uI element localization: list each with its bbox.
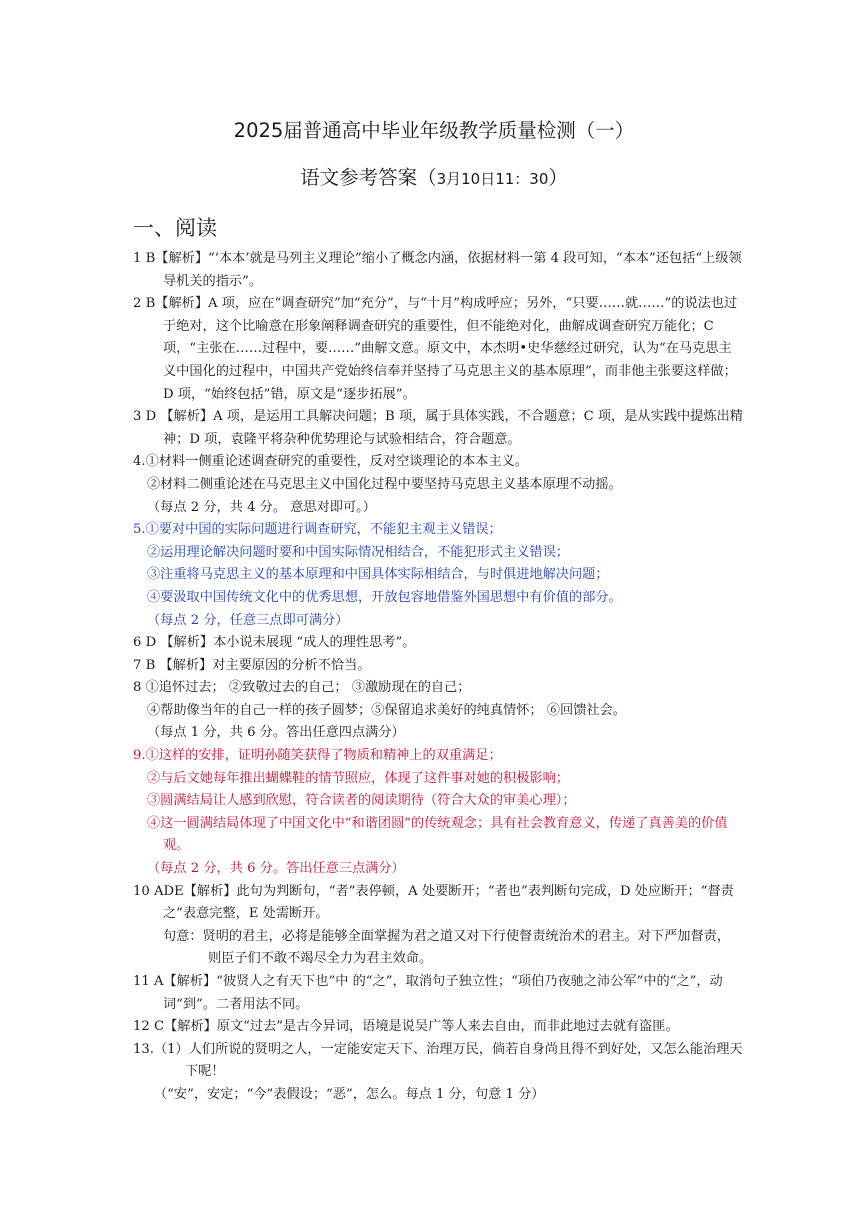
answer-q6: 6 D 【解析】本小说未展现 “成人的理性思考”。 <box>133 635 416 651</box>
subtitle-main: 语文参考答案（ <box>300 166 437 189</box>
answer-q1: 1 B【解析】“‘本本’就是马列主义理论”缩小了概念内涵，依据材料一第 4 段可知，“本本”还包括“上级领导机关的指示”。 <box>133 251 742 289</box>
answer-q3: 3 D 【解析】A 项，是运用工具解决问题；B 项，属于具体实践，不合题意；C 项，是从实践中提炼出精神；D 项，袁隆平将杂种优势理论与试验相结合，符合题意。 <box>133 409 743 447</box>
answer-q8-scoring: （每点 1 分，共 6 分。答出任意四点满分） <box>147 725 405 741</box>
answer-q7: 7 B 【解析】对主要原因的分析不恰当。 <box>133 657 371 673</box>
answer-q5-point2: ②运用理论解决问题时要和中国实际情况相结合，不能犯形式主义错误； <box>147 544 569 560</box>
answer-q2: 2 B【解析】A 项，应在“调查研究”加“充分”，与“十月”构成呼应；另外，“只要……就……”的说法也过于绝对，这个比喻意在形象阐释调查研究的重要性，但不能绝对化，曲解成调查研究万能化；C 项，“主张在……过程中，要……”曲解文意。原文中，本杰明•史华慈经过研究，认为“在马克思主义中国化的过程中，中国共产党始终信奉并坚持了马克思主义的基本原理”，而非他主张要这样做；D 项，“始终包括”错，原文是“逐步拓展”。 <box>133 296 738 402</box>
answer-q4-scoring: （每点 2 分，共 4 分。 意思对即可。） <box>147 499 376 515</box>
answer-q9-point1: 9.①这样的安排，证明孙随笑获得了物质和精神上的双重满足； <box>133 748 502 764</box>
document-title: 2025届普通高中毕业年级教学质量检测（一） <box>233 119 635 142</box>
answer-q13-scoring: （“安”，安定；“今”表假设；“恶”，怎么。每点 1 分，句意 1 分） <box>154 1086 545 1102</box>
section-heading-reading: 一、阅读 <box>133 216 217 240</box>
answer-q4-point2: ②材料二侧重论述在马克思主义中国化过程中要坚持马克思主义基本原理不动摇。 <box>147 476 622 492</box>
answer-q5-point3: ③注重将马克思主义的基本原理和中国具体实际相结合，与时俱进地解决问题； <box>147 567 609 583</box>
answer-q5-point4: ④要汲取中国传统文化中的优秀思想，开放包容地借鉴外国思想中有价值的部分。 <box>147 589 622 605</box>
answer-q4-point1: 4.①材料一侧重论述调查研究的重要性，反对空谈理论的本本主义。 <box>133 454 529 470</box>
answer-q10: 10 ADE【解析】此句为判断句，“者”表停顿，A 处要断开；“者也”表判断句完成，D 处应断开；“督责之”表意完整，E 处需断开。 <box>133 883 734 922</box>
answer-q5-scoring: （每点 2 分，任意三点即可满分） <box>147 612 349 628</box>
answer-q9-point3: ③圆满结局让人感到欣慰，符合读者的阅读期待（符合大众的审美心理）； <box>147 793 576 809</box>
answer-q9-point4: ④这一圆满结局体现了中国文化中“和谐团圆”的传统观念；具有社会教育意义，传递了真善美的价值观。 <box>147 815 728 854</box>
answer-q11: 11 A【解析】“彼贤人之有天下也”中 的“之”，取消句子独立性；“项伯乃夜驰之沛公军”中的“之”，动词“到”。二者用法不同。 <box>133 974 723 1012</box>
answer-q9-scoring: （每点 2 分，共 6 分。答出任意三点满分） <box>147 861 405 877</box>
answer-q5-point1: 5.①要对中国的实际问题进行调查研究，不能犯主观主义错误； <box>133 522 502 538</box>
subtitle-close: ） <box>548 166 568 189</box>
answer-q12: 12 C【解析】原文“过去”是古今异词，语境是说吴广等人来去自由，而非此地过去就有盗匪。 <box>133 1019 679 1035</box>
document-subtitle <box>0 162 868 190</box>
answer-list <box>133 248 743 1107</box>
answer-q13-part1: 13.（1）人们所说的贤明之人，一定能安定天下、治理万民，倘若自身尚且得不到好处，又怎么能治理天下呢！ <box>133 1041 743 1080</box>
answer-q8-line1: 8 ①追怀过去； ②致敬过去的自己； ③激励现在的自己； <box>133 680 471 696</box>
subtitle-date: 3月10日11：30 <box>436 170 549 188</box>
answer-q10-translation: 句意：贤明的君主，必将是能够全面掌握为君之道又对下行使督责统治术的君主。对下严加督责，则臣子们不敢不竭尽全力为君主效命。 <box>163 928 731 967</box>
answer-q8-line2: ④帮助像当年的自己一样的孩子圆梦；⑤保留追求美好的纯真情怀； ⑥回馈社会。 <box>147 702 626 718</box>
answer-q9-point2: ②与后文她每年推出蝴蝶鞋的情节照应，体现了这件事对她的积极影响； <box>147 770 569 786</box>
